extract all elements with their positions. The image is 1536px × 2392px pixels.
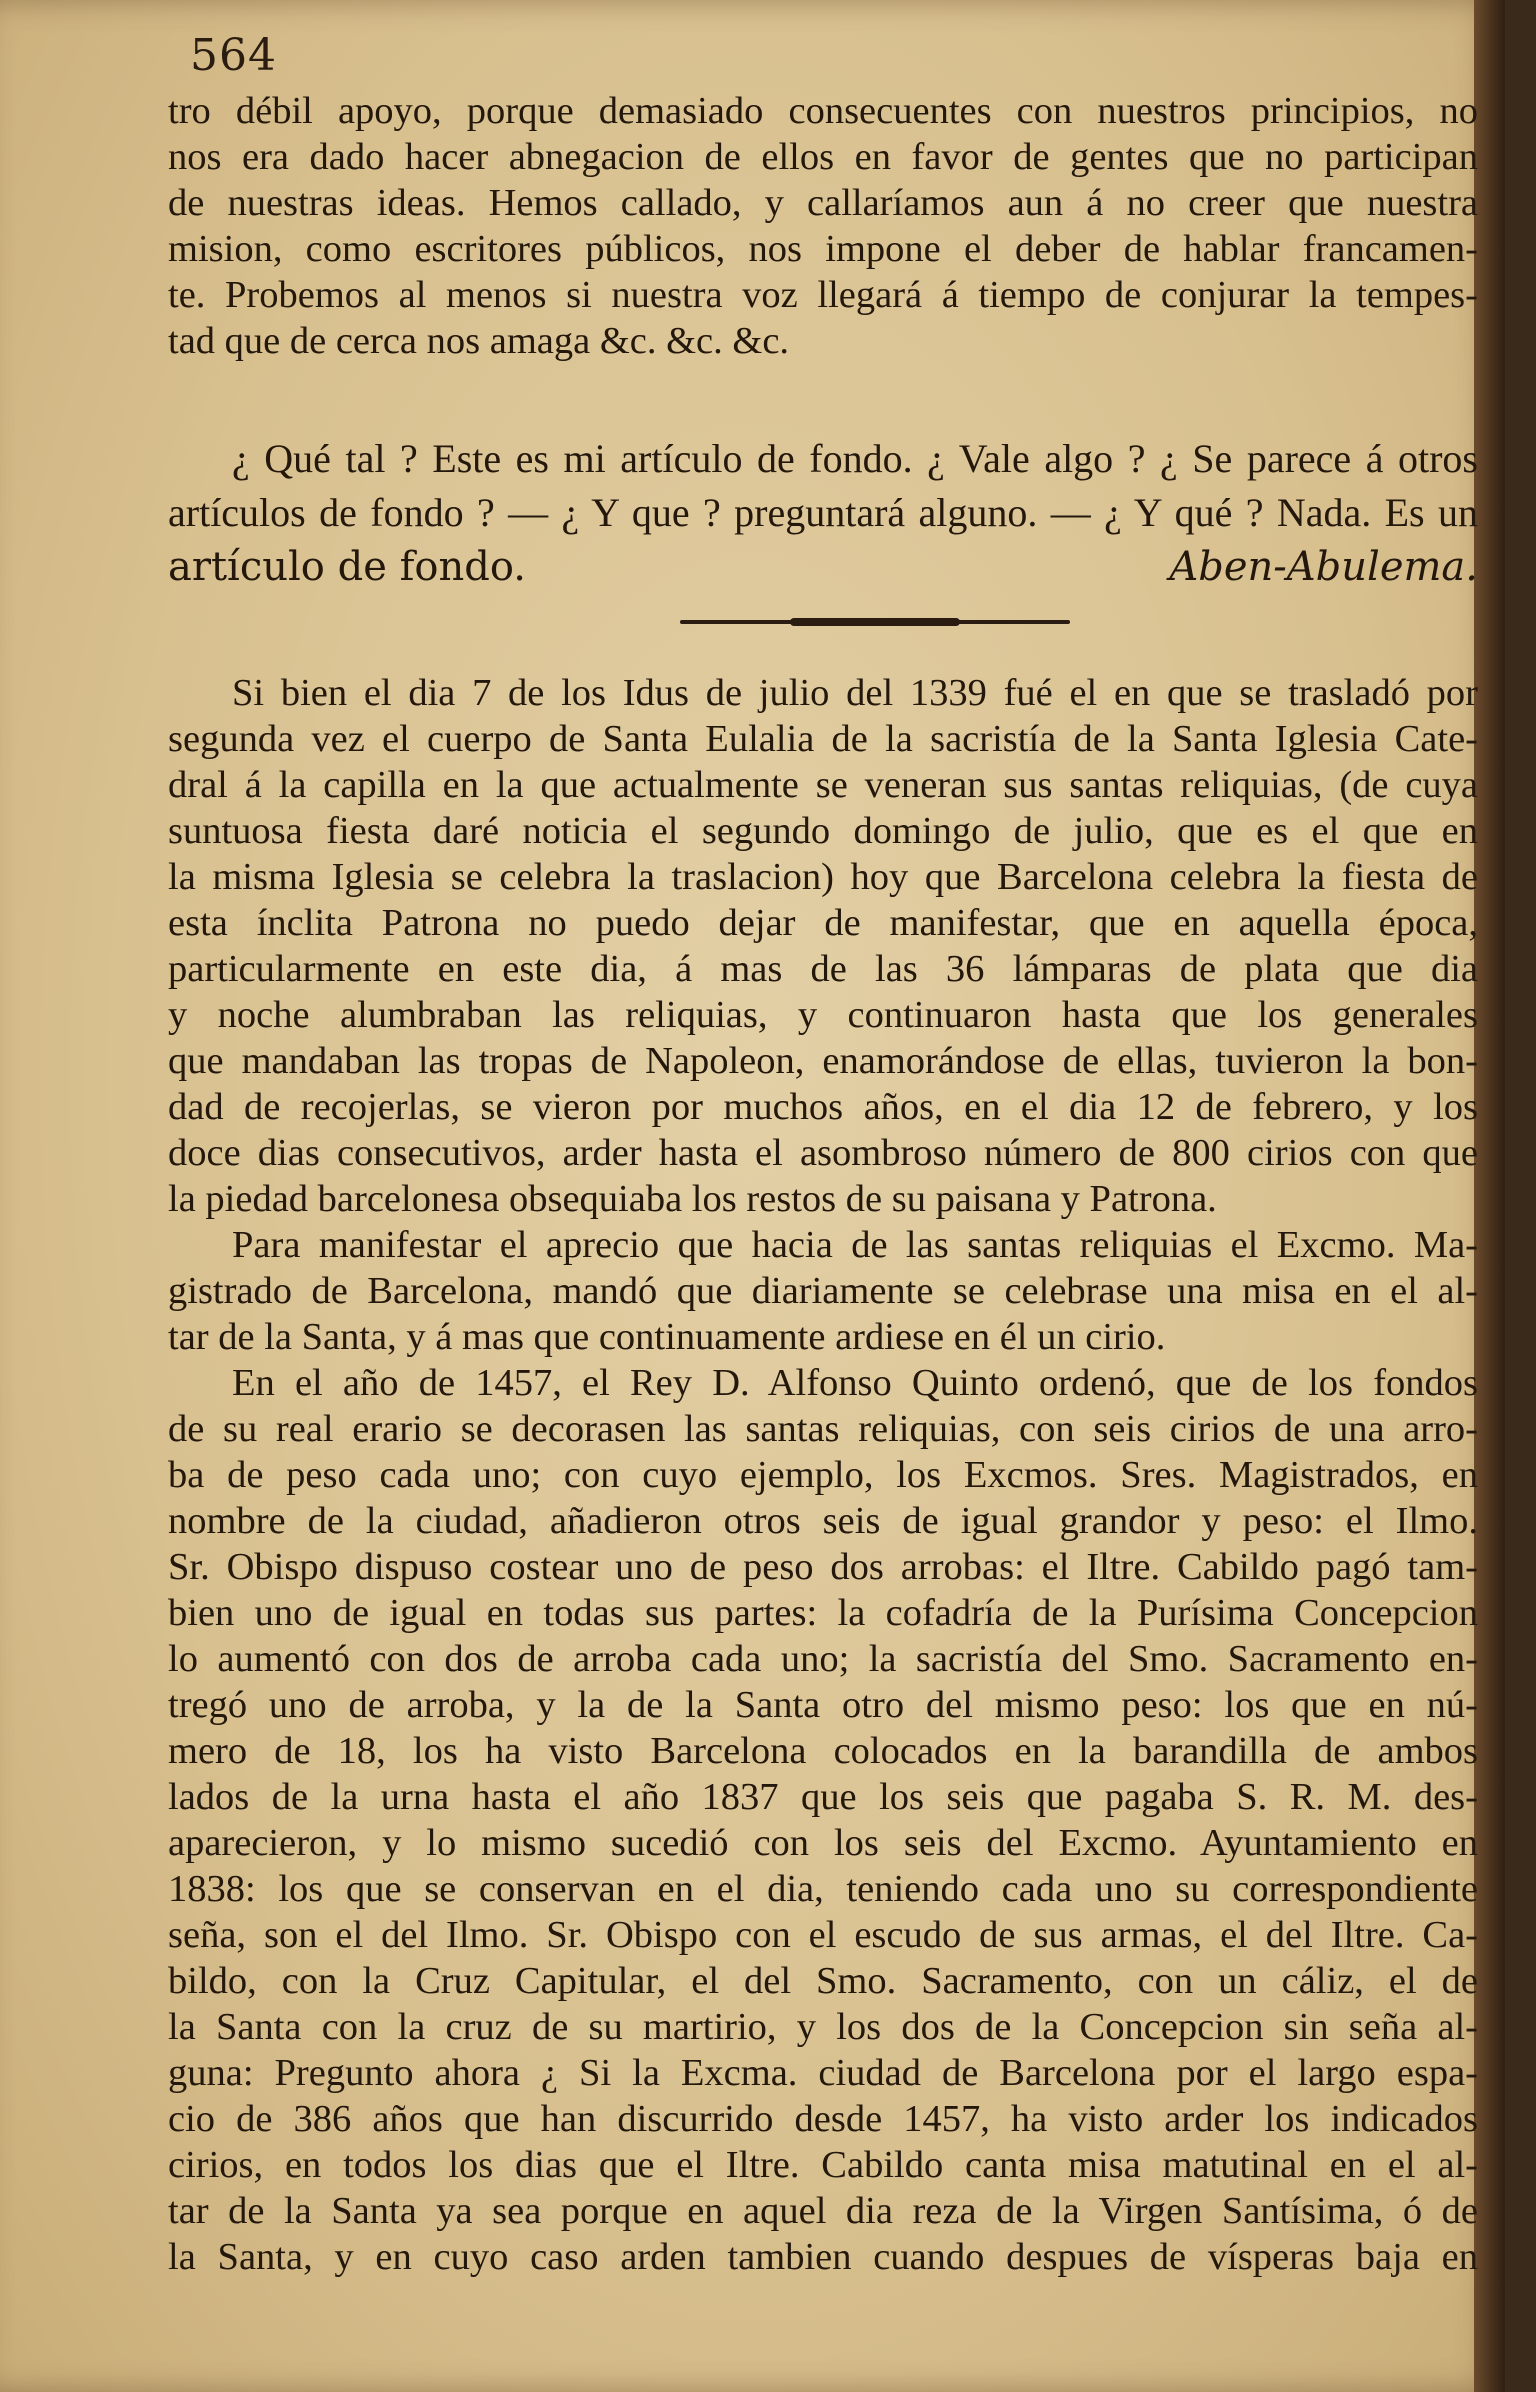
page-number: 564 xyxy=(190,30,277,81)
text-line: de su real erario se decorasen las santas reliquias, con seis cirios de una arro- xyxy=(168,1408,1478,1450)
text-line: tad que de cerca nos amaga &c. &c. &c. xyxy=(168,320,790,362)
text-line: artículos de fondo ? — ¿ Y que ? preguntará alguno. — ¿ Y qué ? Nada. Es un xyxy=(168,490,1478,535)
text-line: segunda vez el cuerpo de Santa Eulalia de la sacristía de la Santa Iglesia Cate- xyxy=(168,718,1478,760)
text-line: mision, como escritores públicos, nos impone el deber de hablar francamen- xyxy=(168,228,1478,270)
text-block-article xyxy=(168,670,1478,2280)
text-line: tregó uno de arroba, y la de la Santa otro del mismo peso: los que en nú- xyxy=(168,1684,1478,1726)
text-line: guna: Pregunto ahora ¿ Si la Excma. ciudad de Barcelona por el largo espa- xyxy=(168,2052,1478,2094)
text-line: aparecieron, y lo mismo sucedió con los seis del Excmo. Ayuntamiento en xyxy=(168,1822,1478,1864)
text-line: nombre de la ciudad, añadieron otros seis de igual grandor y peso: el Ilmo. xyxy=(168,1500,1478,1542)
author-signature: Aben-Abulema. xyxy=(1169,544,1478,590)
closing-text: artículo de fondo. xyxy=(168,544,526,590)
text-line: Para manifestar el aprecio que hacia de las santas reliquias el Excmo. Ma- xyxy=(232,1224,1478,1266)
text-line: seña, son el del Ilmo. Sr. Obispo con el escudo de sus armas, el del Iltre. Ca- xyxy=(168,1914,1478,1956)
text-line: suntuosa fiesta daré noticia el segundo domingo de julio, que es el que en xyxy=(168,810,1478,852)
text-line: 1838: los que se conservan en el dia, teniendo cada uno su correspondiente xyxy=(168,1868,1478,1910)
text-line: cio de 386 años que han discurrido desde 1457, ha visto arder los indicados xyxy=(168,2098,1478,2140)
text-block-intro xyxy=(168,88,1478,364)
section-divider xyxy=(680,620,1070,624)
closing-line xyxy=(168,540,1478,594)
text-line: bildo, con la Cruz Capitular, el del Smo. Sacramento, con un cáliz, el de xyxy=(168,1960,1478,2002)
text-line: ¿ Qué tal ? Este es mi artículo de fondo. ¿ Vale algo ? ¿ Se parece á otros xyxy=(232,436,1478,481)
text-line: te. Probemos al menos si nuestra voz llegará á tiempo de conjurar la tempes- xyxy=(168,274,1478,316)
text-line: esta ínclita Patrona no puedo dejar de manifestar, que en aquella época, xyxy=(168,902,1478,944)
text-line: tar de la Santa, y á mas que continuamente ardiese en él un cirio. xyxy=(168,1316,1166,1358)
text-line: lados de la urna hasta el año 1837 que los seis que pagaba S. R. M. des- xyxy=(168,1776,1478,1818)
text-line: la Santa con la cruz de su martirio, y los dos de la Concepcion sin seña al- xyxy=(168,2006,1478,2048)
page-edge xyxy=(1474,0,1505,2392)
text-line: la piedad barcelonesa obsequiaba los restos de su paisana y Patrona. xyxy=(168,1178,1217,1220)
text-line: mero de 18, los ha visto Barcelona colocados en la barandilla de ambos xyxy=(168,1730,1478,1772)
text-line: gistrado de Barcelona, mandó que diariamente se celebrase una misa en el al- xyxy=(168,1270,1478,1312)
text-line: dral á la capilla en la que actualmente se veneran sus santas reliquias, (de cuya xyxy=(168,764,1478,806)
text-line: tro débil apoyo, porque demasiado consecuentes con nuestros principios, no xyxy=(168,90,1478,132)
text-line: que mandaban las tropas de Napoleon, enamorándose de ellas, tuvieron la bon- xyxy=(168,1040,1478,1082)
text-line: cirios, en todos los dias que el Iltre. Cabildo canta misa matutinal en el al- xyxy=(168,2144,1478,2186)
text-line: dad de recojerlas, se vieron por muchos años, en el dia 12 de febrero, y los xyxy=(168,1086,1478,1128)
text-line: lo aumentó con dos de arroba cada uno; la sacristía del Smo. Sacramento en- xyxy=(168,1638,1478,1680)
text-line: la Santa, y en cuyo caso arden tambien cuando despues de vísperas baja en xyxy=(168,2236,1478,2278)
text-block-question xyxy=(168,432,1478,594)
text-line: En el año de 1457, el Rey D. Alfonso Quinto ordenó, que de los fondos xyxy=(232,1362,1478,1404)
text-line: tar de la Santa ya sea porque en aquel dia reza de la Virgen Santísima, ó de xyxy=(168,2190,1478,2232)
text-line: Sr. Obispo dispuso costear uno de peso dos arrobas: el Iltre. Cabildo pagó tam- xyxy=(168,1546,1478,1588)
text-line: de nuestras ideas. Hemos callado, y callaríamos aun á no creer que nuestra xyxy=(168,182,1478,224)
text-line: Si bien el dia 7 de los Idus de julio del 1339 fué el en que se trasladó por xyxy=(232,672,1478,714)
text-line: nos era dado hacer abnegacion de ellos en favor de gentes que no participan xyxy=(168,136,1478,178)
text-line: doce dias consecutivos, arder hasta el asombroso número de 800 cirios con que xyxy=(168,1132,1478,1174)
text-line: la misma Iglesia se celebra la traslacion) hoy que Barcelona celebra la fiesta de xyxy=(168,856,1478,898)
text-line: bien uno de igual en todas sus partes: la cofadría de la Purísima Concepcion xyxy=(168,1592,1478,1634)
text-line: ba de peso cada uno; con cuyo ejemplo, los Excmos. Sres. Magistrados, en xyxy=(168,1454,1478,1496)
text-line: particularmente en este dia, á mas de las 36 lámparas de plata que dia xyxy=(168,948,1478,990)
text-line: y noche alumbraban las reliquias, y continuaron hasta que los generales xyxy=(168,994,1478,1036)
